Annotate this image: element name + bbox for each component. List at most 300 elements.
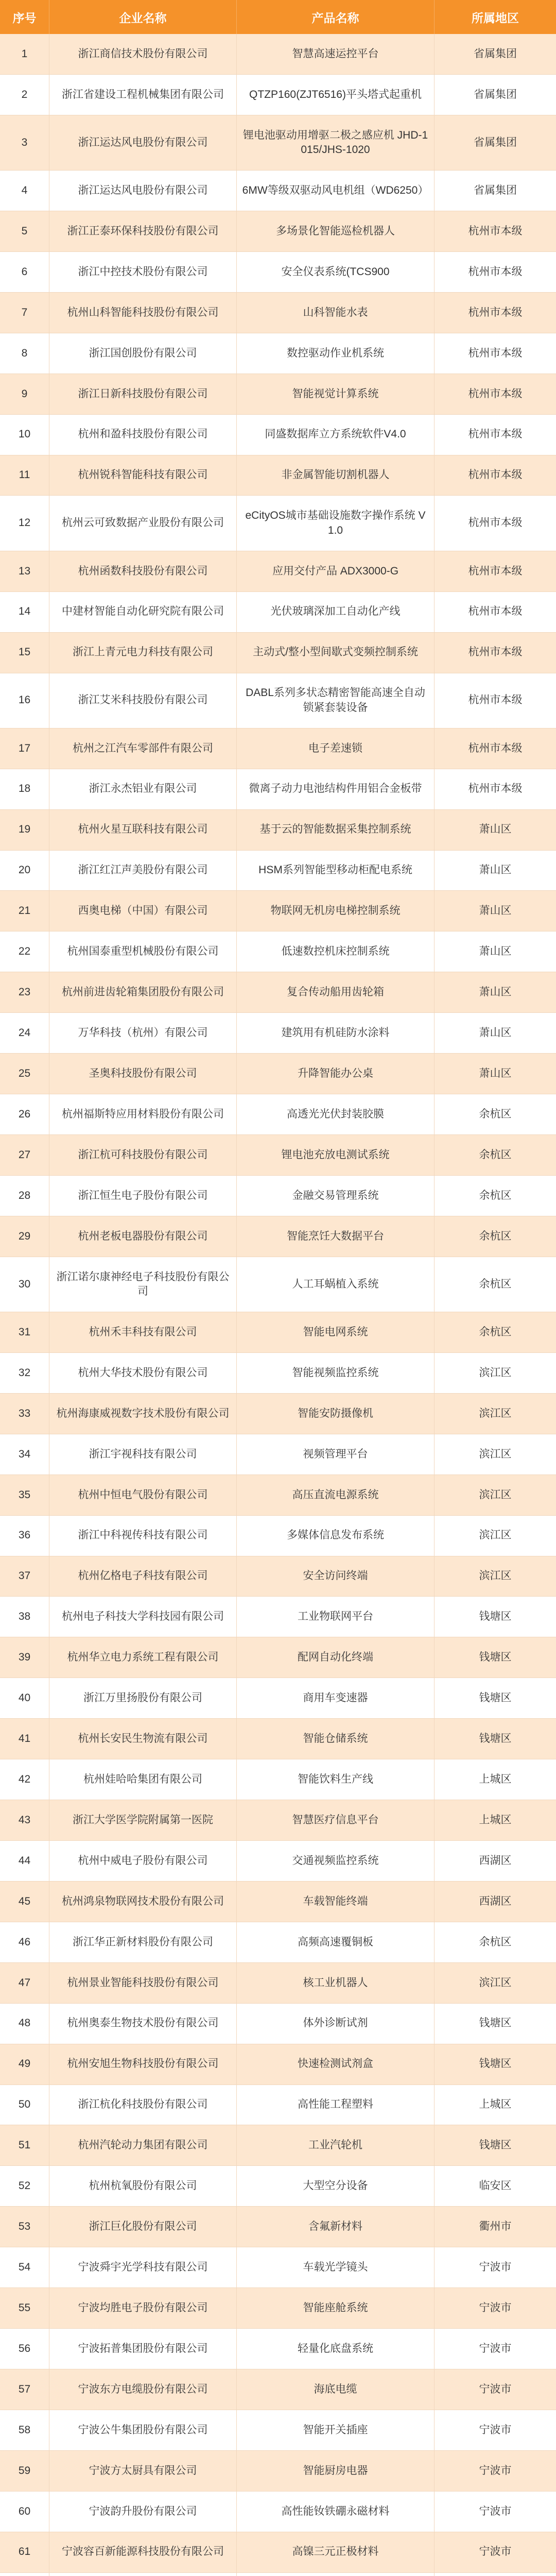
row-no: 22 (0, 931, 49, 972)
row-no: 54 (0, 2247, 49, 2287)
row-no: 13 (0, 551, 49, 591)
header-product: 产品名称 (237, 0, 435, 34)
row-no: 19 (0, 810, 49, 850)
table-row (0, 2044, 556, 2085)
row-no: 41 (0, 1719, 49, 1759)
table-row (0, 1516, 556, 1556)
row-region: 滨江区 (479, 1488, 512, 1501)
table-row (0, 2125, 556, 2166)
row-product: 车载智能终端 (237, 1882, 435, 1922)
row-company: 浙江宇视科技有限公司 (49, 1434, 237, 1475)
table-row (0, 211, 556, 252)
row-region: 省属集团 (474, 47, 517, 60)
row-product: 智能安防摄像机 (237, 1394, 435, 1434)
row-company: 浙江运达风电股份有限公司 (49, 115, 237, 170)
row-company: 杭州之江汽车零部件有限公司 (49, 728, 237, 769)
row-region: 宁波市 (479, 2546, 512, 2558)
row-region: 萧山区 (479, 945, 512, 958)
row-region: 衢州市 (479, 2221, 512, 2233)
row-no: 23 (0, 972, 49, 1012)
row-company: 浙江永杰铝业有限公司 (49, 769, 237, 809)
row-product: 光伏玻璃深加工自动化产线 (237, 592, 435, 632)
row-company: 杭州火星互联科技有限公司 (49, 810, 237, 850)
row-no: 39 (0, 1637, 49, 1677)
row-company: 杭州山科智能科技股份有限公司 (49, 293, 237, 333)
row-company: 杭州福斯特应用材料股份有限公司 (49, 1094, 237, 1134)
row-product: 多媒体信息发布系统 (237, 1516, 435, 1556)
row-company: 宁波韵升股份有限公司 (49, 2492, 237, 2532)
row-region: 杭州市本级 (468, 565, 523, 577)
row-company: 杭州安旭生物科技股份有限公司 (49, 2044, 237, 2084)
table-row (0, 1094, 556, 1135)
row-company: 杭州电子科技大学科技园有限公司 (49, 1597, 237, 1637)
row-no: 49 (0, 2044, 49, 2084)
row-region: 杭州市本级 (468, 646, 523, 658)
row-region: 临安区 (479, 2180, 512, 2192)
table-row (0, 252, 556, 293)
table-row (0, 2573, 556, 2576)
row-region: 萧山区 (479, 1027, 512, 1039)
row-no: 10 (0, 415, 49, 455)
row-region: 萧山区 (479, 986, 512, 998)
table-body (0, 34, 556, 2576)
row-no: 15 (0, 633, 49, 673)
row-region: 杭州市本级 (468, 265, 523, 278)
row-no (0, 2573, 49, 2576)
row-product: 智能视频监控系统 (237, 1353, 435, 1393)
table-row (0, 1394, 556, 1434)
table-row (0, 1841, 556, 1882)
row-region: 余杭区 (479, 1278, 512, 1290)
table-row (0, 891, 556, 931)
row-company: 杭州国泰重型机械股份有限公司 (49, 931, 237, 972)
row-company: 杭州海康威视数字技术股份有限公司 (49, 1394, 237, 1434)
row-product: 非金属智能切割机器人 (237, 455, 435, 496)
row-company: 杭州景业智能科技股份有限公司 (49, 1963, 237, 2003)
row-company: 杭州杭氧股份有限公司 (49, 2166, 237, 2206)
row-company: 浙江大学医学院附属第一医院 (49, 1800, 237, 1840)
table-row (0, 2247, 556, 2288)
row-product: eCityOS城市基础设施数字操作系统 V1.0 (237, 496, 435, 550)
table-row (0, 1556, 556, 1597)
row-no: 56 (0, 2329, 49, 2369)
row-company: 杭州中恒电气股份有限公司 (49, 1475, 237, 1515)
row-no: 26 (0, 1094, 49, 1134)
row-region: 宁波市 (479, 2261, 512, 2274)
row-region: 滨江区 (479, 1570, 512, 1582)
row-company: 宁波方太厨具有限公司 (49, 2451, 237, 2491)
row-company: 中建材智能自动化研究院有限公司 (49, 592, 237, 632)
row-region: 省属集团 (474, 88, 517, 100)
row-company: 浙江日新科技股份有限公司 (49, 374, 237, 414)
row-region: 余杭区 (479, 1326, 512, 1338)
row-product: 智能座舱系统 (237, 2288, 435, 2328)
row-product: 高透光光伏封装胶膜 (237, 1094, 435, 1134)
row-product: 金融交易管理系统 (237, 1176, 435, 1216)
row-company: 浙江商信技术股份有限公司 (49, 34, 237, 74)
table-row (0, 2451, 556, 2492)
table-row (0, 931, 556, 972)
row-company: 浙江红江声美股份有限公司 (49, 851, 237, 891)
row-product (237, 2573, 435, 2576)
row-region: 萧山区 (479, 905, 512, 917)
row-company: 杭州云可致数据产业股份有限公司 (49, 496, 237, 550)
row-no: 7 (0, 293, 49, 333)
row-region: 杭州市本级 (468, 387, 523, 400)
row-region: 宁波市 (479, 2424, 512, 2436)
table-row (0, 851, 556, 891)
row-product: QTZP160(ZJT6516)平头塔式起重机 (237, 75, 435, 115)
table-row (0, 496, 556, 551)
table-row (0, 1054, 556, 1094)
row-no: 21 (0, 891, 49, 931)
row-region: 省属集团 (474, 136, 517, 148)
row-region: 钱塘区 (479, 2017, 512, 2029)
row-company: 浙江万里扬股份有限公司 (49, 1678, 237, 1718)
row-product: 人工耳蜗植入系统 (237, 1257, 435, 1312)
row-company: 浙江中科视传科技有限公司 (49, 1516, 237, 1556)
row-product: 智能仓储系统 (237, 1719, 435, 1759)
row-product: 微离子动力电池结构件用铝合金板带 (237, 769, 435, 809)
table-row (0, 374, 556, 415)
row-product: 智能电网系统 (237, 1312, 435, 1352)
table-row (0, 1312, 556, 1353)
row-product: 轻量化底盘系统 (237, 2329, 435, 2369)
row-region: 宁波市 (479, 2505, 512, 2517)
row-company: 万华科技（杭州）有限公司 (49, 1013, 237, 1053)
table-row (0, 1637, 556, 1678)
row-no: 40 (0, 1678, 49, 1718)
row-no: 9 (0, 374, 49, 414)
row-no: 47 (0, 1963, 49, 2003)
row-no: 1 (0, 34, 49, 74)
row-no: 45 (0, 1882, 49, 1922)
table-row (0, 551, 556, 592)
row-product: 工业物联网平台 (237, 1597, 435, 1637)
row-region: 钱塘区 (479, 1651, 512, 1664)
row-product: 智慧医疗信息平台 (237, 1800, 435, 1840)
row-no: 51 (0, 2125, 49, 2165)
row-product: 快速检测试剂盒 (237, 2044, 435, 2084)
row-no: 17 (0, 728, 49, 769)
row-region: 杭州市本级 (468, 428, 523, 440)
row-company: 宁波舜宇光学科技有限公司 (49, 2247, 237, 2287)
row-product: 高镍三元正极材料 (237, 2532, 435, 2572)
table-row (0, 2410, 556, 2451)
row-no: 25 (0, 1054, 49, 1094)
table-row (0, 1597, 556, 1637)
row-region: 余杭区 (479, 1230, 512, 1242)
row-company (49, 2573, 237, 2576)
row-no: 30 (0, 1257, 49, 1312)
row-region: 萧山区 (479, 1067, 512, 1079)
table-row (0, 75, 556, 115)
row-company: 浙江杭化科技股份有限公司 (49, 2085, 237, 2125)
row-product: 基于云的智能数据采集控制系统 (237, 810, 435, 850)
table-row (0, 171, 556, 211)
row-product: 复合传动船用齿轮箱 (237, 972, 435, 1012)
row-region: 滨江区 (479, 1976, 512, 1989)
row-product: HSM系列智能型移动柜配电系统 (237, 851, 435, 891)
row-product: 6MW等级双驱动风电机组（WD6250） (237, 171, 435, 211)
row-no: 14 (0, 592, 49, 632)
table-row (0, 1678, 556, 1719)
row-product: 核工业机器人 (237, 1963, 435, 2003)
row-company: 杭州大华技术股份有限公司 (49, 1353, 237, 1393)
table-row (0, 1922, 556, 1963)
table-row (0, 810, 556, 851)
row-region: 钱塘区 (479, 2058, 512, 2070)
table-row (0, 1176, 556, 1216)
row-company: 杭州华立电力系统工程有限公司 (49, 1637, 237, 1677)
table-row (0, 1759, 556, 1800)
row-product: DABL系列多状态精密智能高速全自动锁紧套装设备 (237, 673, 435, 728)
row-no: 50 (0, 2085, 49, 2125)
row-product: 同盛数据库立方系统软件V4.0 (237, 415, 435, 455)
row-no: 38 (0, 1597, 49, 1637)
row-product: 高压直流电源系统 (237, 1475, 435, 1515)
header-no: 序号 (0, 0, 49, 34)
table-row (0, 293, 556, 333)
row-region: 杭州市本级 (468, 347, 523, 359)
row-company: 浙江杭可科技股份有限公司 (49, 1135, 237, 1175)
row-no: 3 (0, 115, 49, 170)
row-product: 智能烹饪大数据平台 (237, 1216, 435, 1257)
header-company: 企业名称 (49, 0, 237, 34)
row-region: 钱塘区 (479, 1692, 512, 1704)
row-region: 余杭区 (479, 1189, 512, 1201)
row-product: 智能饮料生产线 (237, 1759, 435, 1800)
row-region: 杭州市本级 (468, 783, 523, 795)
row-company: 宁波公牛集团股份有限公司 (49, 2410, 237, 2450)
row-no: 35 (0, 1475, 49, 1515)
table-row (0, 333, 556, 374)
row-no: 6 (0, 252, 49, 292)
row-region: 滨江区 (479, 1448, 512, 1460)
row-no: 11 (0, 455, 49, 496)
row-no: 48 (0, 2004, 49, 2044)
row-company: 宁波容百新能源科技股份有限公司 (49, 2532, 237, 2572)
row-no: 27 (0, 1135, 49, 1175)
row-product: 数控驱动作业机系统 (237, 333, 435, 374)
row-product: 车载光学镜头 (237, 2247, 435, 2287)
row-no: 32 (0, 1353, 49, 1393)
row-company: 浙江华正新材料股份有限公司 (49, 1922, 237, 1962)
row-region: 上城区 (479, 1814, 512, 1826)
row-region: 滨江区 (479, 1366, 512, 1379)
row-product: 升降智能办公桌 (237, 1054, 435, 1094)
row-no: 8 (0, 333, 49, 374)
row-product: 低速数控机床控制系统 (237, 931, 435, 972)
row-region: 杭州市本级 (468, 225, 523, 237)
table-row (0, 415, 556, 455)
row-no: 42 (0, 1759, 49, 1800)
row-region: 钱塘区 (479, 1611, 512, 1623)
table-row (0, 1353, 556, 1394)
row-product: 山科智能水表 (237, 293, 435, 333)
table-row (0, 1434, 556, 1475)
row-product: 高性能钕铁硼永磁材料 (237, 2492, 435, 2532)
table-row (0, 728, 556, 769)
row-product: 安全仪表系统(TCS900 (237, 252, 435, 292)
row-product: 商用车变速器 (237, 1678, 435, 1718)
row-no: 44 (0, 1841, 49, 1881)
row-no: 5 (0, 211, 49, 251)
row-no: 34 (0, 1434, 49, 1475)
row-region: 上城区 (479, 1773, 512, 1785)
row-company: 浙江正泰环保科技股份有限公司 (49, 211, 237, 251)
row-company: 浙江省建设工程机械集团有限公司 (49, 75, 237, 115)
row-product: 海底电缆 (237, 2369, 435, 2410)
table-row (0, 455, 556, 496)
row-company: 杭州娃哈哈集团有限公司 (49, 1759, 237, 1800)
row-no: 24 (0, 1013, 49, 1053)
row-company: 浙江巨化股份有限公司 (49, 2207, 237, 2247)
row-product: 安全访问终端 (237, 1556, 435, 1597)
row-product: 高性能工程塑料 (237, 2085, 435, 2125)
row-no: 58 (0, 2410, 49, 2450)
table-row (0, 2369, 556, 2410)
row-no: 16 (0, 673, 49, 728)
row-region: 钱塘区 (479, 2139, 512, 2151)
row-no: 29 (0, 1216, 49, 1257)
table-row (0, 2207, 556, 2247)
row-no: 55 (0, 2288, 49, 2328)
row-no: 43 (0, 1800, 49, 1840)
row-region: 余杭区 (479, 1936, 512, 1948)
row-product: 高频高速覆铜板 (237, 1922, 435, 1962)
row-product: 交通视频监控系统 (237, 1841, 435, 1881)
row-region: 杭州市本级 (468, 694, 523, 706)
table-row (0, 769, 556, 810)
row-no: 20 (0, 851, 49, 891)
row-company: 杭州前进齿轮箱集团股份有限公司 (49, 972, 237, 1012)
row-no: 28 (0, 1176, 49, 1216)
row-company: 浙江诺尔康神经电子科技股份有限公司 (49, 1257, 237, 1312)
row-region: 杭州市本级 (468, 605, 523, 618)
table-row (0, 1216, 556, 1257)
row-product: 多场景化智能巡检机器人 (237, 211, 435, 251)
table-row (0, 1135, 556, 1176)
row-region: 上城区 (479, 2098, 512, 2111)
row-product: 锂电池充放电测试系统 (237, 1135, 435, 1175)
row-product: 智慧高速运控平台 (237, 34, 435, 74)
table-row (0, 673, 556, 728)
row-no: 36 (0, 1516, 49, 1556)
table-row (0, 2004, 556, 2044)
table-row (0, 1257, 556, 1312)
row-no: 4 (0, 171, 49, 211)
row-region: 杭州市本级 (468, 469, 523, 481)
row-no: 2 (0, 75, 49, 115)
table-row (0, 2288, 556, 2329)
row-no: 60 (0, 2492, 49, 2532)
row-region (435, 2573, 556, 2576)
row-company: 宁波均胜电子股份有限公司 (49, 2288, 237, 2328)
row-company: 杭州函数科技股份有限公司 (49, 551, 237, 591)
table-row (0, 633, 556, 673)
table-row (0, 2085, 556, 2126)
row-product: 物联网无机房电梯控制系统 (237, 891, 435, 931)
table-row (0, 592, 556, 633)
row-company: 浙江艾米科技股份有限公司 (49, 673, 237, 728)
row-region: 滨江区 (479, 1407, 512, 1419)
row-region: 杭州市本级 (468, 742, 523, 754)
row-company: 杭州鸿泉物联网技术股份有限公司 (49, 1882, 237, 1922)
row-region: 钱塘区 (479, 1733, 512, 1745)
row-no: 52 (0, 2166, 49, 2206)
row-product: 智能厨房电器 (237, 2451, 435, 2491)
row-company: 杭州禾丰科技有限公司 (49, 1312, 237, 1352)
row-company: 杭州汽轮动力集团有限公司 (49, 2125, 237, 2165)
table-row (0, 2532, 556, 2573)
row-company: 杭州和盈科技股份有限公司 (49, 415, 237, 455)
row-product: 配网自动化终端 (237, 1637, 435, 1677)
row-product: 智能视觉计算系统 (237, 374, 435, 414)
table-row (0, 2166, 556, 2207)
row-company: 浙江中控技术股份有限公司 (49, 252, 237, 292)
row-no: 46 (0, 1922, 49, 1962)
row-company: 杭州中威电子股份有限公司 (49, 1841, 237, 1881)
row-no: 37 (0, 1556, 49, 1597)
row-product: 视频管理平台 (237, 1434, 435, 1475)
row-region: 宁波市 (479, 2301, 512, 2314)
row-no: 12 (0, 496, 49, 550)
row-region: 宁波市 (479, 2342, 512, 2354)
row-product: 体外诊断试剂 (237, 2004, 435, 2044)
row-no: 53 (0, 2207, 49, 2247)
row-product: 大型空分设备 (237, 2166, 435, 2206)
table-row (0, 2492, 556, 2532)
row-region: 余杭区 (479, 1148, 512, 1161)
row-company: 杭州老板电器股份有限公司 (49, 1216, 237, 1257)
header-region: 所属地区 (472, 11, 519, 25)
row-region: 滨江区 (479, 1529, 512, 1541)
table-row (0, 1800, 556, 1841)
row-product: 智能开关插座 (237, 2410, 435, 2450)
table-row (0, 1882, 556, 1922)
row-company: 浙江运达风电股份有限公司 (49, 171, 237, 211)
table-row (0, 1719, 556, 1759)
row-product: 电子差速锁 (237, 728, 435, 769)
row-product: 建筑用有机硅防水涂料 (237, 1013, 435, 1053)
row-region: 西湖区 (479, 1895, 512, 1907)
row-company: 浙江恒生电子股份有限公司 (49, 1176, 237, 1216)
row-company: 浙江上青元电力科技有限公司 (49, 633, 237, 673)
row-company: 圣奥科技股份有限公司 (49, 1054, 237, 1094)
row-company: 杭州亿格电子科技有限公司 (49, 1556, 237, 1597)
table-row (0, 34, 556, 75)
row-company: 杭州奥泰生物技术股份有限公司 (49, 2004, 237, 2044)
row-region: 萧山区 (479, 864, 512, 876)
table-row (0, 1475, 556, 1516)
row-region: 宁波市 (479, 2383, 512, 2395)
row-region: 杭州市本级 (468, 306, 523, 318)
row-region: 杭州市本级 (468, 517, 523, 529)
table-row (0, 1013, 556, 1054)
row-no: 57 (0, 2369, 49, 2410)
row-region: 西湖区 (479, 1854, 512, 1867)
row-no: 33 (0, 1394, 49, 1434)
table-header (0, 0, 556, 34)
row-no: 59 (0, 2451, 49, 2491)
table-row (0, 2329, 556, 2369)
row-product: 锂电池驱动用增驱二极之感应机 JHD-1015/JHS-1020 (237, 115, 435, 170)
table-row (0, 115, 556, 171)
row-region: 省属集团 (474, 184, 517, 196)
row-company: 杭州长安民生物流有限公司 (49, 1719, 237, 1759)
row-no: 61 (0, 2532, 49, 2572)
